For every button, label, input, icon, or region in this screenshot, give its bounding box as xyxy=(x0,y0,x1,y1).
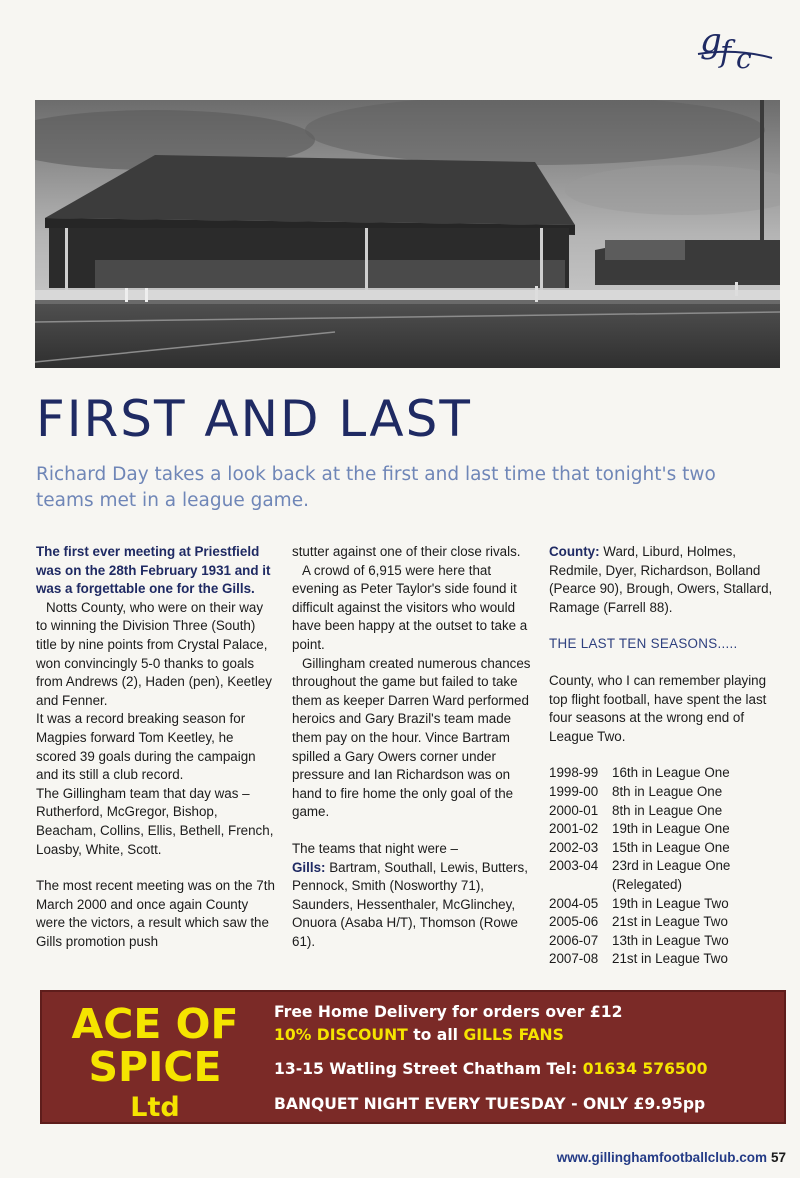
body-paragraph: The Gillingham team that day was – Rutherford, McGregor, Bishop, Beacham, Collins, Ellis, Bethell, French, Loasby, White, Scott. xyxy=(36,785,274,857)
season-row: 2005-06 21st in League Two xyxy=(549,914,728,930)
gills-label: Gills: xyxy=(292,859,326,875)
county-team: Ward, Liburd, Holmes, Redmile, Dyer, Richardson, Bolland (Pearce 90), Brough, Owers, Stallard, Ramage (Farrell 88). xyxy=(549,544,773,615)
season-row: 2003-04 23rd in League One xyxy=(549,858,731,874)
county-label: County: xyxy=(549,544,600,559)
svg-text:f: f xyxy=(720,35,732,70)
season-row: 2006-07 13th in League Two xyxy=(549,932,729,948)
article-standfirst: Richard Day takes a look back at the first and last time that tonight's two teams met in a league game. xyxy=(36,464,716,511)
season-row: 2000-01 8th in League One xyxy=(549,802,723,818)
body-paragraph: A crowd of 6,915 were here that evening as Peter Taylor's side found it difficult against the visitors who would have been happy at the outset to take a point. xyxy=(292,562,528,652)
body-paragraph: stutter against one of their close rivals. xyxy=(292,544,521,559)
season-row: 2004-05 19th in League Two xyxy=(549,895,729,911)
season-row: 1998-99 16th in League One xyxy=(549,765,730,781)
club-logo xyxy=(696,18,774,72)
advert-line-banquet: BANQUET NIGHT EVERY TUESDAY - ONLY £9.95pp xyxy=(274,1095,706,1113)
article-column-1 xyxy=(36,543,276,951)
page-number: 57 xyxy=(770,1150,786,1165)
article-title: FIRST AND LAST xyxy=(36,390,472,448)
body-paragraph: Gillingham created numerous chances throughout the game but failed to take them as keeper Darren Ward performed heroics and Gary Brazil's team made them pay on the hour. Vince Bartram spilled a Gary Owers corner under pressure and Ian Richardson was on hand to fire home the only goal of the game. xyxy=(292,655,531,820)
svg-text:g: g xyxy=(700,21,722,61)
season-row: 2001-02 19th in League One xyxy=(549,821,730,837)
svg-text:c: c xyxy=(736,42,752,72)
body-paragraph: Notts County, who were on their way to winning the Division Three (South) title by nine points from Crystal Palace, won convincingly 5-0 thanks to goals from Andrews (2), Haden (pen), Keetley and Fenner. xyxy=(36,599,272,708)
advert-line-discount: 10% DISCOUNT to all GILLS FANS xyxy=(274,1026,564,1044)
stadium-photo-icon xyxy=(35,100,780,368)
advert-line-address: 13-15 Watling Street Chatham Tel: 01634 576500 xyxy=(274,1060,708,1078)
gills-team: Bartram, Southall, Lewis, Butters, Pennock, Smith (Nosworthy 71), Saunders, Hessenthaler, McGlinchey, Onuora (Asaba H/T), Thomson (Rowe 61). xyxy=(292,859,528,949)
advert-line-delivery: Free Home Delivery for orders over £12 xyxy=(274,1003,623,1021)
relegated-note: (Relegated) xyxy=(612,876,682,892)
article-column-3 xyxy=(549,543,779,969)
body-paragraph: It was a record breaking season for Magpies forward Tom Keetley, he scored 39 goals during the campaign and its still a club record. xyxy=(36,711,256,783)
season-row: 2002-03 15th in League One xyxy=(549,839,730,855)
body-paragraph: The most recent meeting was on the 7th March 2000 and once again County were the victors, a result which saw the Gills promotion push xyxy=(36,878,275,949)
season-row: 1999-00 8th in League One xyxy=(549,783,723,799)
section-subhead: THE LAST TEN SEASONS..... xyxy=(549,636,738,652)
page-footer xyxy=(557,1150,786,1165)
footer-url[interactable]: www.gillinghamfootballclub.com xyxy=(556,1150,767,1165)
body-paragraph: The teams that night were – xyxy=(292,840,458,856)
ace-of-spice-advert xyxy=(40,990,786,1124)
body-paragraph: County, who I can remember playing top flight football, have spent the last four seasons at the wrong end of League Two. xyxy=(549,672,767,744)
seasons-list xyxy=(549,764,779,969)
advert-brand: ACE OF SPICE Ltd xyxy=(71,1000,239,1123)
lead-paragraph: The first ever meeting at Priestfield was on the 28th February 1931 and it was a forgettable one for the Gills. xyxy=(36,544,271,597)
stadium-photo xyxy=(35,100,780,368)
season-row: 2007-08 21st in League Two xyxy=(549,951,728,967)
gills-lineup xyxy=(292,859,532,952)
county-lineup xyxy=(549,543,779,617)
article-column-2 xyxy=(292,543,532,951)
